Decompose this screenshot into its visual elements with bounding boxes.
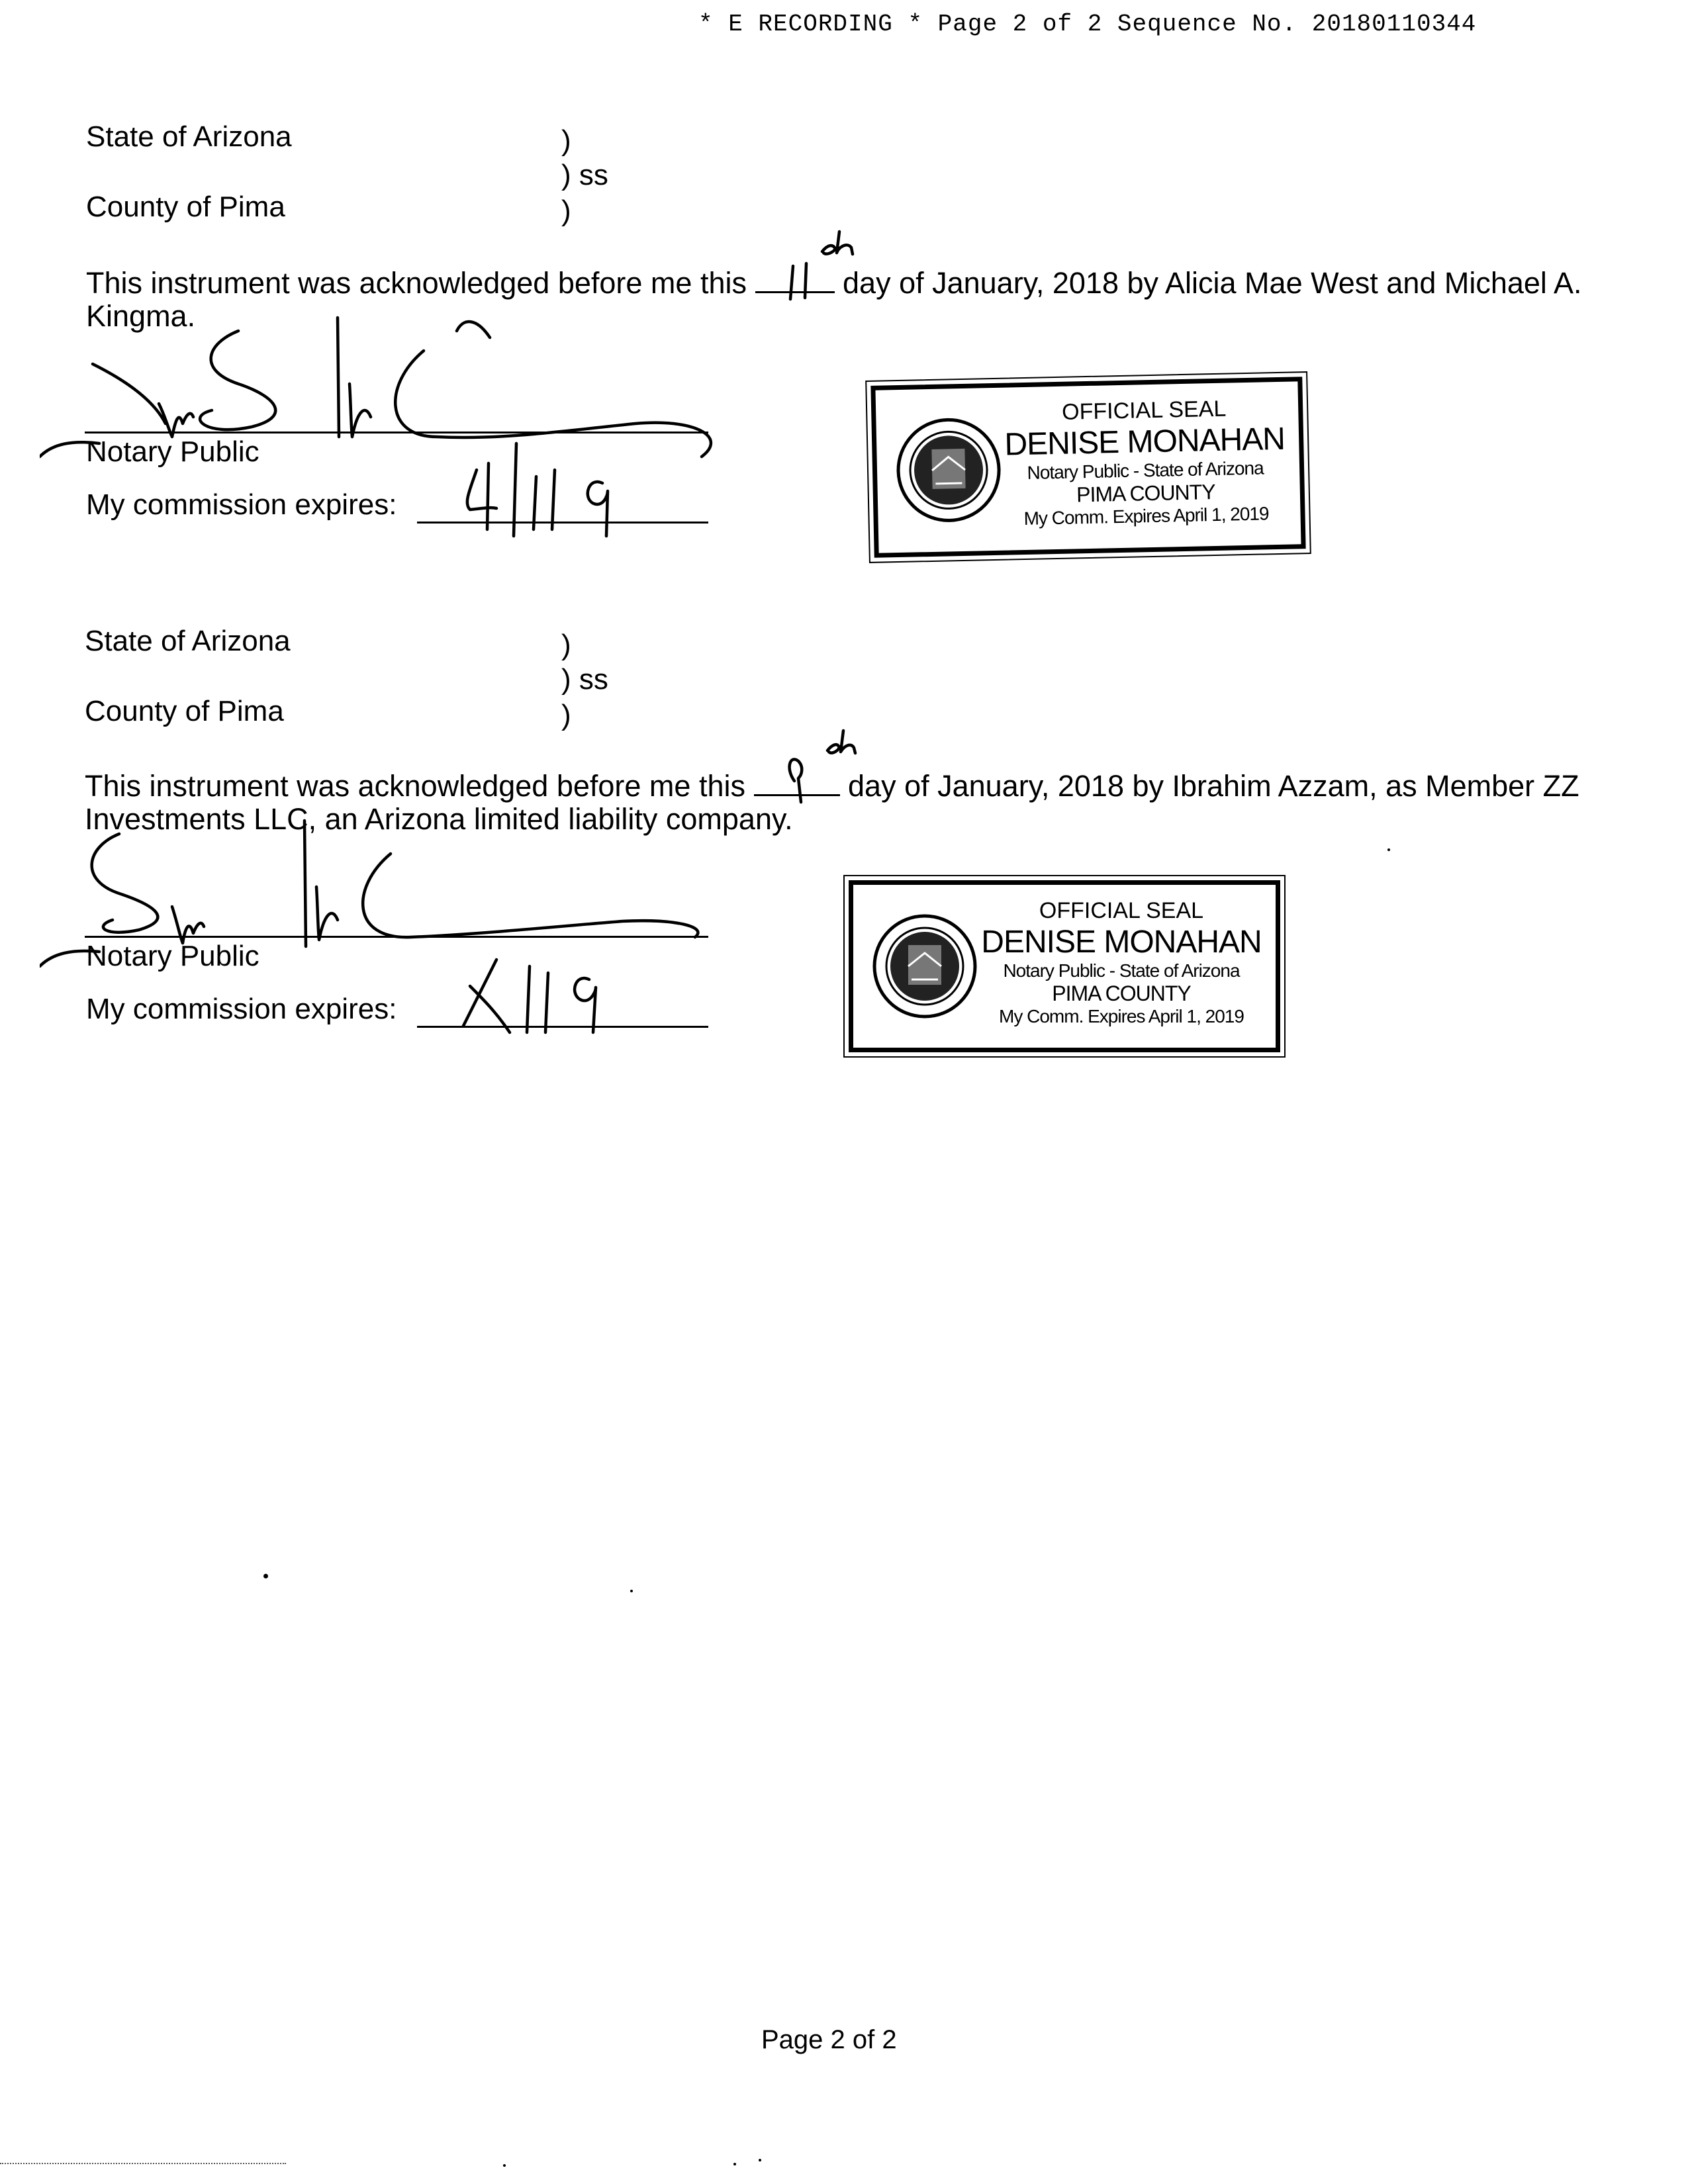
handwritten-commission-date	[457, 430, 642, 543]
seal-county-line: PIMA COUNTY	[1052, 981, 1191, 1005]
venue-paren: )	[561, 195, 571, 227]
sentence-lead: This instrument was acknowledged before me this	[86, 266, 747, 300]
scan-speck	[759, 2159, 761, 2161]
scan-edge-mark	[0, 2163, 286, 2164]
seal-expiry-line: My Comm. Expires April 1, 2019	[999, 1006, 1244, 1026]
handwritten-commission-date	[457, 946, 642, 1039]
seal-expiry-line: My Comm. Expires April 1, 2019	[1023, 503, 1269, 529]
handwritten-day-11	[755, 225, 874, 304]
scan-speck	[630, 1590, 633, 1592]
venue-state: State of Arizona	[85, 625, 291, 657]
scan-speck	[263, 1574, 268, 1578]
recording-header: * E RECORDING * Page 2 of 2 Sequence No. 20180110344	[698, 11, 1477, 38]
arizona-state-seal-icon	[894, 416, 1002, 524]
venue-county: County of Pima	[85, 695, 284, 727]
sentence-tail: day of January, 2018 by Ibrahim Azzam, as Member ZZ Investments LLC, an Arizona limited liability company.	[85, 769, 1579, 836]
venue-ss: ) ss	[561, 663, 608, 696]
venue-paren: )	[561, 629, 571, 661]
seal-state-line: Notary Public - State of Arizona	[1027, 457, 1264, 483]
sentence-lead: This instrument was acknowledged before me this	[85, 769, 745, 803]
scan-speck	[1387, 848, 1390, 851]
seal-title: OFFICIAL SEAL	[1061, 396, 1227, 425]
seal-notary-name: DENISE MONAHAN	[981, 925, 1262, 960]
notary-public-label: Notary Public	[86, 940, 259, 972]
page-number: Page 2 of 2	[761, 2025, 897, 2054]
seal-county-line: PIMA COUNTY	[1076, 480, 1215, 507]
commission-label: My commission expires:	[86, 488, 397, 521]
notary-public-label: Notary Public	[86, 435, 259, 468]
commission-label: My commission expires:	[86, 993, 397, 1025]
venue-ss: ) ss	[561, 159, 608, 191]
arizona-state-seal-icon	[872, 913, 978, 1019]
scan-speck	[733, 2163, 736, 2165]
notary-seal	[849, 880, 1280, 1052]
seal-title: OFFICIAL SEAL	[1039, 898, 1204, 923]
notary-seal	[870, 377, 1305, 558]
venue-county: County of Pima	[86, 191, 285, 223]
handwritten-day-9	[761, 728, 880, 807]
seal-state-line: Notary Public - State of Arizona	[1003, 960, 1240, 981]
venue-paren: )	[561, 699, 571, 731]
seal-notary-name: DENISE MONAHAN	[1004, 421, 1286, 463]
sentence-tail: day of January, 2018 by Alicia Mae West and Michael A. Kingma.	[86, 266, 1582, 333]
signature-line	[85, 936, 708, 938]
venue-state: State of Arizona	[86, 120, 292, 153]
venue-paren: )	[561, 124, 571, 157]
scan-speck	[503, 2164, 506, 2167]
